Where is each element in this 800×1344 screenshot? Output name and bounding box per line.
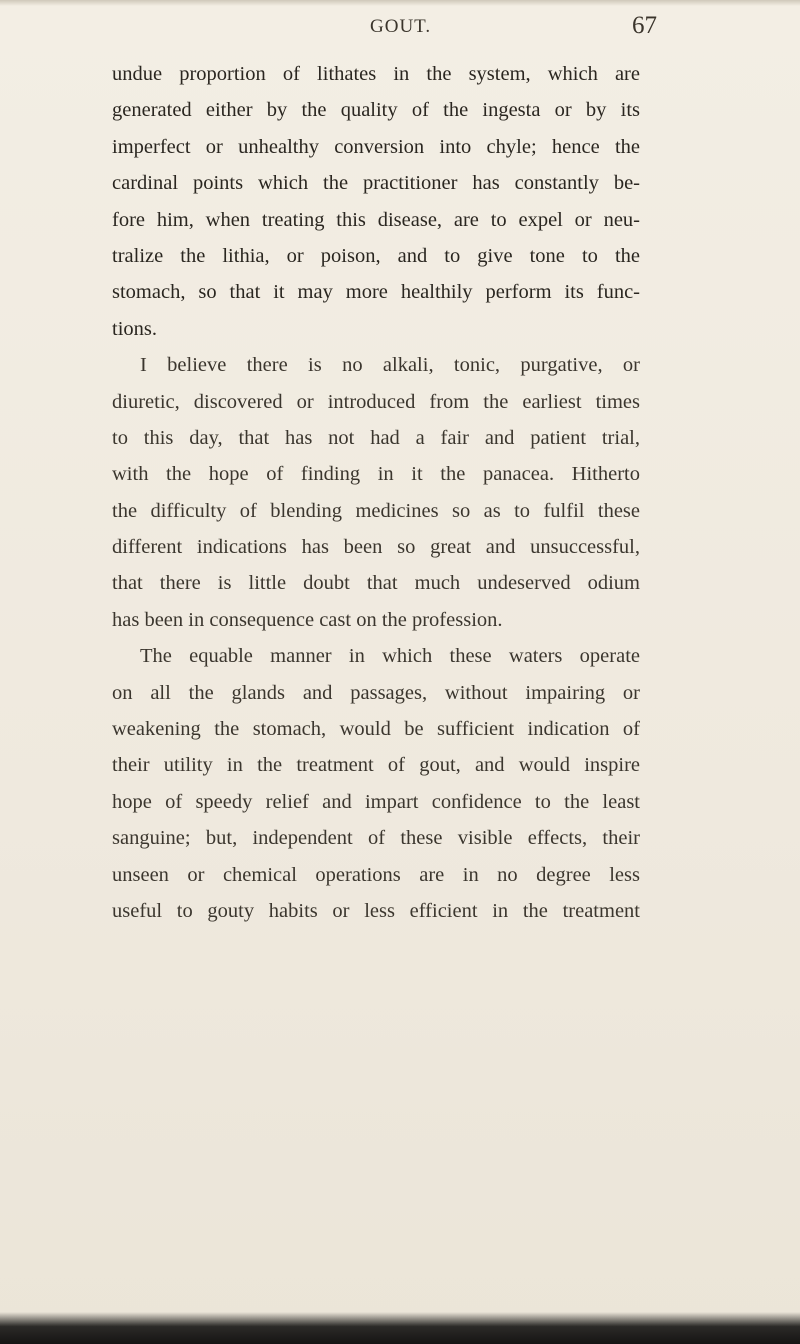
text-line: cardinal points which the practitioner has constantly be- [112, 172, 640, 195]
text-line: with the hope of finding in it the panacea. Hitherto [112, 463, 640, 486]
text-line: sanguine; but, independent of these visible effects, their [112, 827, 640, 850]
text-line: useful to gouty habits or less efficient in the treatment [112, 899, 640, 922]
text-line: on all the glands and passages, without impairing or [112, 681, 640, 704]
page-bottom-edge [0, 1312, 800, 1344]
text-line: weakening the stomach, would be sufficient indication of [112, 718, 640, 741]
text-line: to this day, that has not had a fair and patient trial, [112, 426, 640, 449]
text-line: that there is little doubt that much undeserved odium [112, 572, 640, 595]
paragraph-start-line: I believe there is no alkali, tonic, purgative, or [140, 354, 640, 377]
text-line: the difficulty of blending medicines so as to fulfil these [112, 499, 640, 522]
text-line: different indications has been so great and unsuccessful, [112, 536, 640, 559]
body-text [112, 56, 640, 929]
text-line: stomach, so that it may more healthily perform its func- [112, 281, 640, 304]
page-number: 67 [632, 12, 657, 39]
running-head [0, 8, 800, 48]
text-line: fore him, when treating this disease, are to expel or neu- [112, 208, 640, 231]
text-line: tralize the lithia, or poison, and to give tone to the [112, 244, 640, 267]
text-line: tions. [112, 317, 157, 340]
text-line: unseen or chemical operations are in no degree less [112, 863, 640, 886]
text-line: undue proportion of lithates in the system, which are [112, 63, 640, 85]
text-line: has been in consequence cast on the profession. [112, 608, 503, 631]
text-line: hope of speedy relief and impart confidence to the least [112, 790, 640, 813]
page-top-edge [0, 0, 800, 6]
text-line: imperfect or unhealthy conversion into chyle; hence the [112, 135, 640, 158]
running-title: GOUT. [370, 16, 432, 37]
text-line: diuretic, discovered or introduced from the earliest times [112, 390, 640, 413]
text-line: their utility in the treatment of gout, and would inspire [112, 754, 640, 777]
text-line: generated either by the quality of the ingesta or by its [112, 99, 640, 122]
paragraph-start-line: The equable manner in which these waters operate [140, 645, 640, 668]
